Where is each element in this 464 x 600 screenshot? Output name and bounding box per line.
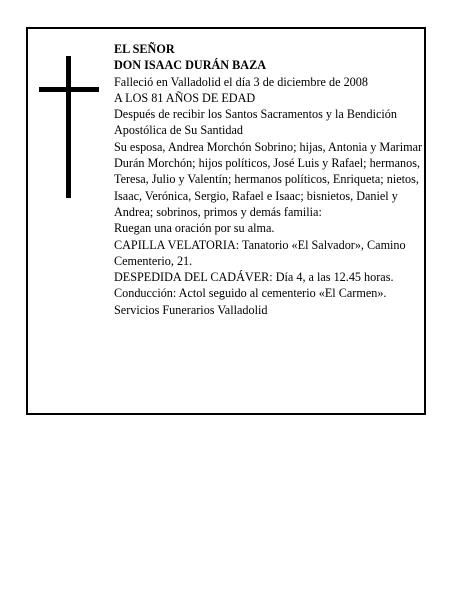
sacraments-paragraph: Después de recibir los Santos Sacramentos y la Bendición Apostólica de Su Santidad — [114, 107, 397, 138]
cross-vertical-bar — [66, 56, 71, 198]
obituary-notice — [26, 27, 426, 415]
age-line: A LOS 81 AÑOS DE EDAD — [114, 90, 256, 105]
prayer-line: Ruegan una oración por su alma. — [114, 221, 275, 236]
conduction-line: Conducción: Actol seguido al cementerio «El Carmen». — [114, 286, 387, 301]
farewell-paragraph: DESPEDIDA DEL CADÁVER: Día 4, a las 12.45 horas. — [114, 270, 394, 285]
cross-icon — [39, 56, 99, 198]
funeral-services-line: Servicios Funerarios Valladolid — [114, 302, 268, 317]
deceased-name: DON ISAAC DURÁN BAZA — [114, 58, 267, 73]
notice-title-line1: EL SEÑOR — [114, 42, 175, 56]
family-paragraph: Su esposa, Andrea Morchón Sobrino; hijas, Antonia y Marimar Durán Morchón; hijos políticos, José Luis y Rafael; hermanos, Teresa, Julio y Valentín; hermanos políticos, Enriqueta; nietos, Isaac, Verónica, Sergio, Rafael e Isaac; bisnietos, Daniel y Andrea; sobrinos, primos y demás familia: — [114, 139, 423, 219]
death-date-line: Falleció en Valladolid el día 3 de diciembre de 2008 — [114, 74, 368, 89]
chapel-paragraph: CAPILLA VELATORIA: Tanatorio «El Salvador», Camino Cementerio, 21. — [114, 237, 406, 268]
cross-horizontal-bar — [39, 87, 99, 92]
notice-text — [114, 41, 424, 318]
